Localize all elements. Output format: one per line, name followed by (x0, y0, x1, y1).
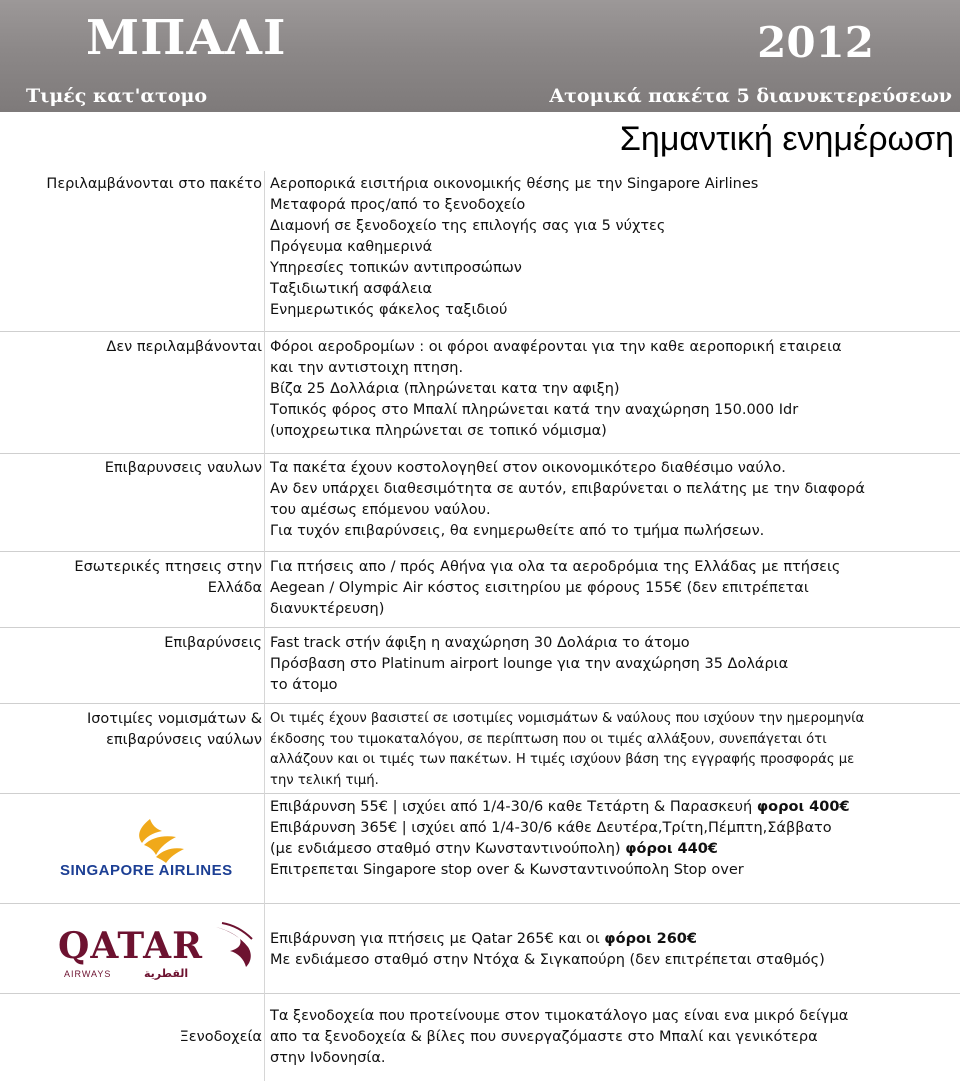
text-line: έκδοσης του τιμοκαταλόγου, σε περίπτωση που οι τιμές αλλάξουν, συνεπάγεται ότι (270, 731, 827, 747)
price-per-person-label: Τιμές κατ'ατομο (26, 85, 208, 107)
text-line: Οι τιμές έχουν βασιστεί σε ισοτιμίες νομισμάτων & ναύλους που ισχύουν την ημερομηνία (270, 711, 865, 726)
text-line: Τα ξενοδοχεία που προτείνουμε στον τιμοκατάλογο μας είναι ενα μικρό δείγμα (270, 1008, 849, 1024)
text-line: Υπηρεσίες τοπικών αντιπροσώπων (270, 260, 522, 276)
package-nights-label: Ατομικά πακέτα 5 διανυκτερεύσεων (549, 85, 952, 107)
row-included (0, 171, 960, 332)
surcharge-text: Επιβάρυνση 55€ | ισχύει από 1/4-30/6 καθε Τετάρτη & Παρασκευή (270, 799, 757, 815)
row-value (270, 337, 958, 442)
taxes-text: φοροι 400€ (756, 799, 850, 815)
text-line: Διαμονή σε ξενοδοχείο της επιλογής σας για 5 νύχτες (270, 218, 666, 234)
row-extras (0, 627, 960, 704)
singapore-logo-text: SINGAPORE AIRLINES (60, 862, 233, 879)
text-line: Φόροι αεροδρομίων : οι φόροι αναφέρονται για την καθε αεροπορική εταιρεια (270, 339, 842, 355)
row-value (270, 557, 958, 620)
taxes-text: φόροι 260€ (604, 931, 697, 947)
singapore-airlines-logo (52, 813, 262, 885)
text-line (270, 839, 958, 860)
row-label-line: Ισοτιμίες νομισμάτων & (86, 711, 262, 727)
column-divider (264, 171, 265, 1081)
qatar-logo-sub: AIRWAYS (64, 969, 112, 979)
row-hotels (0, 993, 960, 1079)
via-text: (με ενδιάμεσο σταθμό στην Κωνσταντινούπολη) (270, 841, 626, 857)
text-line: Επιτρεπεται Singapore stop over & Κωνσταντινούπολη Stop over (270, 862, 744, 878)
year-label: 2012 (757, 18, 874, 67)
text-line: Aegean / Olympic Air κόστος εισιτηρίου με φόρους 155€ (δεν επιτρέπεται (270, 580, 809, 596)
text-line: Για πτήσεις απο / πρός Αθήνα για ολα τα αεροδρόμια της Ελλάδας με πτήσεις (270, 559, 841, 575)
section-heading: Σημαντική ενημέρωση (619, 120, 954, 158)
text-line: του αμέσως επόμενου ναύλου. (270, 502, 491, 518)
text-line: Βίζα 25 Δολλάρια (πληρώνεται κατα την αφιξη) (270, 381, 620, 397)
row-singapore-airlines (0, 793, 960, 904)
row-not-included (0, 331, 960, 454)
text-line: Τοπικός φόρος στο Μπαλί πληρώνεται κατά την αναχώρηση 150.000 Idr (270, 402, 799, 418)
row-label: Δεν περιλαμβάνονται (106, 339, 262, 355)
qatar-logo-arabic: القطرية (144, 967, 189, 980)
row-value (270, 458, 958, 542)
oryx-icon (212, 921, 258, 971)
row-value (270, 929, 958, 971)
text-line: Αεροπορικά εισιτήρια οικονομικής θέσης με την Singapore Airlines (270, 176, 759, 192)
text-line: Για τυχόν επιβαρύνσεις, θα ενημερωθείτε από το τμήμα πωλήσεων. (270, 523, 765, 539)
row-domestic-flights (0, 551, 960, 628)
row-currency (0, 703, 960, 794)
text-line: Αν δεν υπάρχει διαθεσιμότητα σε αυτόν, επιβαρύνεται ο πελάτης με την διαφορά (270, 481, 865, 497)
text-line: Με ενδιάμεσο σταθμό στην Ντόχα & Σιγκαπούρη (δεν επιτρέπεται σταθμός) (270, 952, 825, 968)
text-line: την τελική τιμή. (270, 772, 379, 788)
row-value (270, 174, 958, 321)
text-line: Πρόσβαση στο Platinum airport lounge για την αναχώρηση 35 Δολάρια (270, 656, 789, 672)
row-qatar-airways (0, 903, 960, 994)
text-line: το άτομο (270, 677, 338, 693)
row-label (0, 709, 262, 751)
row-label: Επιβαρύνσεις (164, 635, 262, 651)
text-line: Ενημερωτικός φάκελος ταξιδιού (270, 302, 508, 318)
row-value (270, 797, 958, 881)
row-label (0, 557, 262, 599)
text-line (270, 797, 958, 818)
row-label: Ξενοδοχεία (179, 1029, 262, 1045)
text-line: (υποχρεωτικα πληρώνεται σε τοπικό νόμισμα) (270, 423, 607, 439)
row-label-line: επιβαρύνσεις ναύλων (106, 732, 262, 748)
destination-title: ΜΠΑΛΙ (86, 10, 287, 66)
row-value (270, 1006, 958, 1069)
text-line: και την αντιστοιχη πτηση. (270, 360, 464, 376)
row-value (270, 709, 958, 791)
row-label: Περιλαμβάνονται στο πακέτο (46, 176, 262, 192)
surcharge-text: Επιβάρυνση για πτήσεις με Qatar 265€ και οι (270, 931, 605, 947)
row-label-line: Ελλάδα (207, 580, 262, 596)
text-line: Fast track στήν άφιξη η αναχώρηση 30 Δολάρια το άτομο (270, 635, 690, 651)
text-line (270, 929, 958, 950)
text-line: Ταξιδιωτική ασφάλεια (270, 281, 433, 297)
text-line: Επιβάρυνση 365€ | ισχύει από 1/4-30/6 κάθε Δευτέρα,Τρίτη,Πέμπτη,Σάββατο (270, 820, 832, 836)
text-line: στην Ινδονησία. (270, 1050, 386, 1066)
qatar-logo-text: QATAR (58, 925, 203, 967)
text-line: απο τα ξενοδοχεία & βίλες που συνεργαζόμαστε στο Μπαλί και γενικότερα (270, 1029, 818, 1045)
text-line: διανυκτέρευση) (270, 601, 385, 617)
taxes-text: φόροι 440€ (625, 841, 718, 857)
text-line: αλλάζουν και οι τιμές των πακέτων. Η τιμές ισχύουν βάση της εγγραφής προσφοράς με (270, 752, 855, 767)
text-line: Τα πακέτα έχουν κοστολογηθεί στον οικονομικότερο διαθέσιμο ναύλο. (270, 460, 786, 476)
page-header (0, 0, 960, 112)
qatar-airways-logo (52, 915, 262, 985)
row-label: Επιβαρυνσεις ναυλων (104, 460, 262, 476)
text-line: Πρόγευμα καθημερινά (270, 239, 433, 255)
row-fare-surcharges (0, 453, 960, 552)
text-line: Μεταφορά προς/από το ξενοδοχείο (270, 197, 526, 213)
row-label-line: Εσωτερικές πτησεις στην (74, 559, 262, 575)
row-value (270, 633, 958, 696)
